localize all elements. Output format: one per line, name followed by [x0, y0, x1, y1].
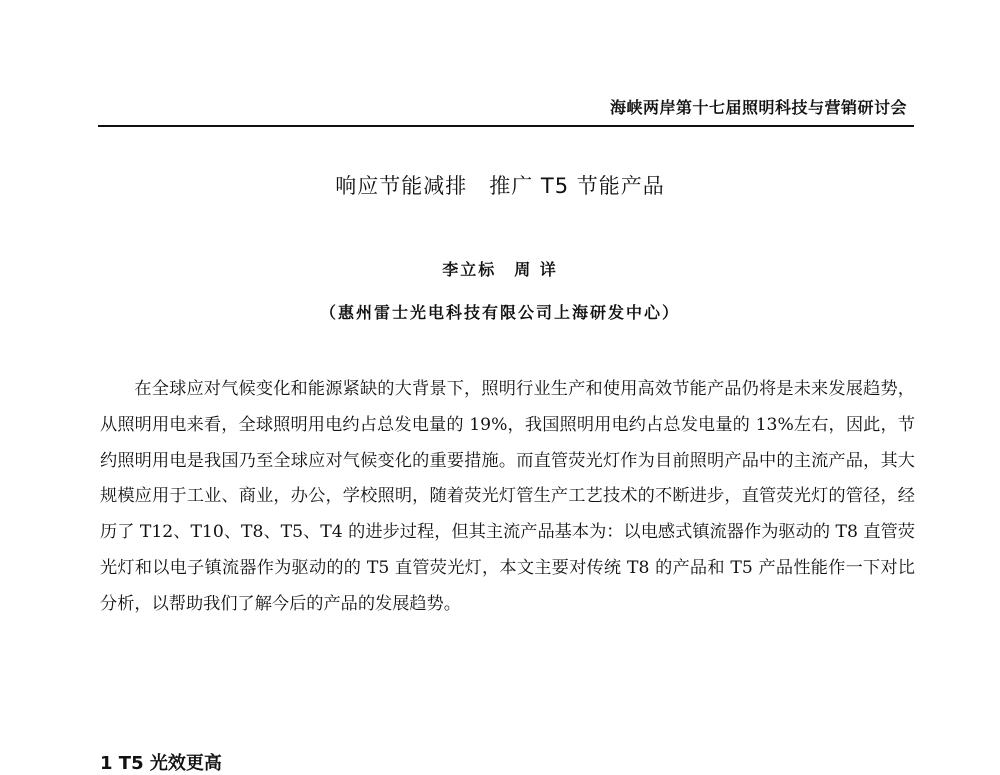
authors: 李立标 周 详 [442, 260, 558, 279]
body-paragraph: 在全球应对气候变化和能源紧缺的大背景下，照明行业生产和使用高效节能产品仍将是未来发展趋势，从照明用电来看，全球照明用电约占总发电量的 19%，我国照明用电约占总发电量的 13%左右，因此，节约照明用电是我国乃至全球应对气候变化的重要措施。而直管荧光灯作为目前照明产品中的主流产品，其大规模应用于工业、商业，办公，学校照明，随着荧光灯管生产工艺技术的不断进步，直管荧光灯的管径，经历了 T12、T10、T8、T5、T4 的进步过程，但其主流产品基本为：以电感式镇流器作为驱动的 T8 直管荧光灯和以电子镇流器作为驱动的的 T5 直管荧光灯，本文主要对传统 T8 的产品和 T5 产品性能作一下对比分析，以帮助我们了解今后的产品的发展趋势。 [100, 379, 915, 614]
section-heading: 1 T5 光效更高 [100, 753, 222, 774]
affiliation: （惠州雷士光电科技有限公司上海研发中心） [319, 303, 680, 322]
paper-title: 响应节能减排 推广 T5 节能产品 [335, 174, 665, 198]
header-rule [98, 125, 914, 127]
running-header: 海峡两岸第十七届照明科技与营销研讨会 [609, 98, 907, 117]
